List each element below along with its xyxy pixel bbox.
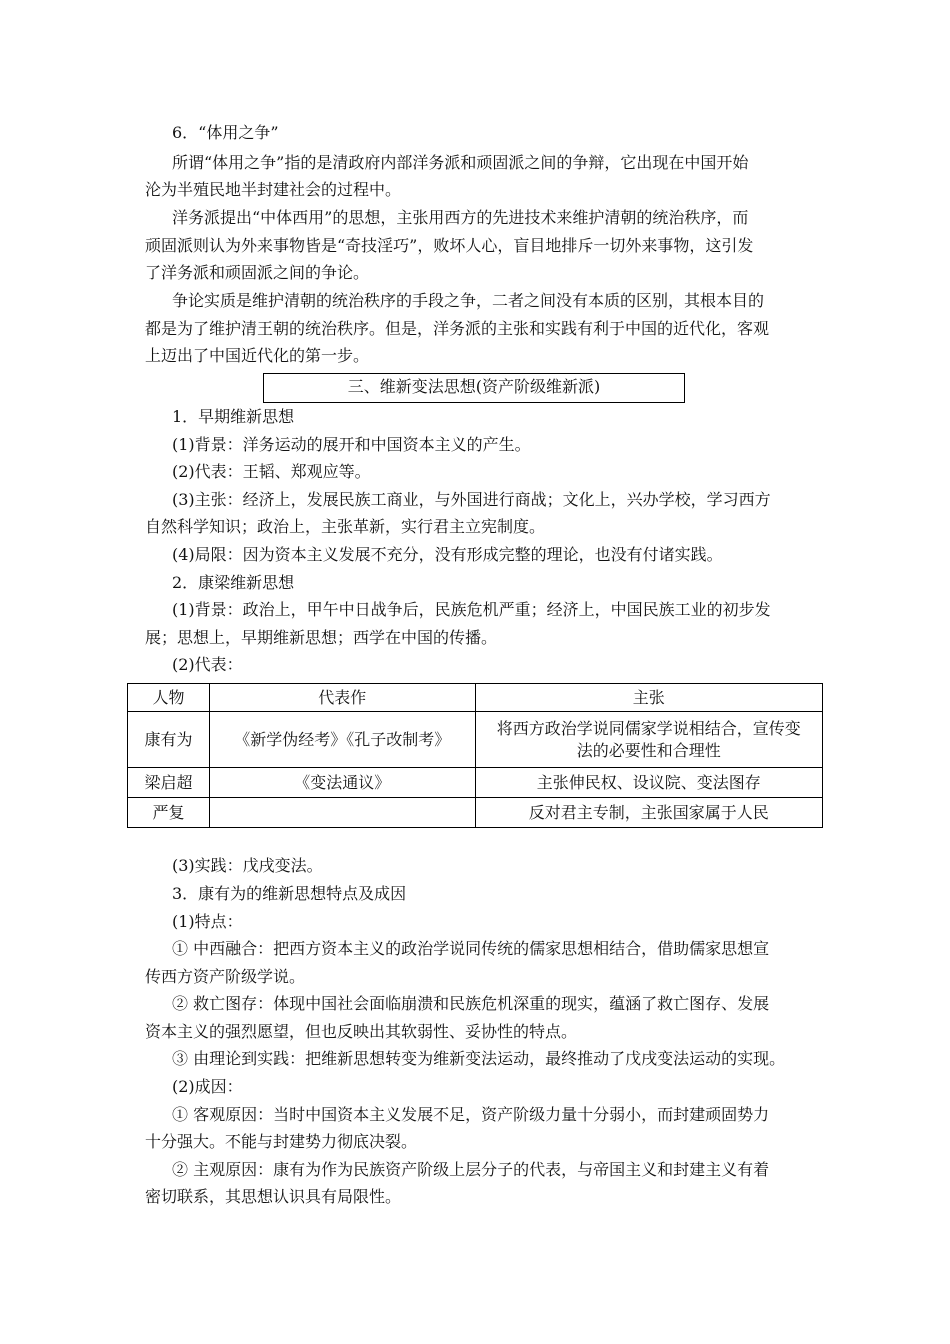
table-row: [128, 712, 823, 768]
table-header: 主张: [475, 684, 823, 712]
table-cell-claim: 反对君主专制，主张国家属于人民: [475, 798, 823, 828]
claim-line: 将西方政治学说同儒家学说相结合，宣传变: [496, 718, 801, 738]
list-item: ② 主观原因：康有为作为民族资产阶级上层分子的代表，与帝国主义和封建主义有着: [172, 1160, 770, 1179]
list-item: (3)主张：经济上，发展民族工商业，与外国进行商战；文化上，兴办学校，学习西方: [172, 490, 771, 509]
subsection-heading: 1．早期维新思想: [172, 407, 295, 426]
table-header-row: [128, 684, 823, 712]
list-item: (2)成因：: [172, 1077, 243, 1096]
list-item: 展；思想上，早期维新思想；西学在中国的传播。: [145, 628, 498, 647]
list-item: (4)局限：因为资本主义发展不充分，没有形成完整的理论，也没有付诸实践。: [172, 545, 723, 564]
paragraph-line: 都是为了维护清王朝的统治秩序。但是，洋务派的主张和实践有利于中国的近代化，客观: [145, 319, 770, 338]
paragraph-line: 上迈出了中国近代化的第一步。: [145, 346, 370, 365]
list-item: (2)代表：王韬、郑观应等。: [172, 462, 371, 481]
section-title-box: 三、维新变法思想(资产阶级维新派): [263, 373, 685, 403]
table-cell-claim: 主张伸民权、设议院、变法图存: [475, 768, 823, 798]
table-header: 人物: [128, 684, 210, 712]
list-item: (1)特点：: [172, 912, 243, 931]
paragraph-line: 所谓“体用之争”指的是清政府内部洋务派和顽固派之间的争辩，它出现在中国开始: [172, 153, 749, 172]
list-item: 十分强大。不能与封建势力彻底决裂。: [145, 1132, 418, 1151]
table-cell-works: 《变法通议》: [209, 768, 475, 798]
list-item: (1)背景：洋务运动的展开和中国资本主义的产生。: [172, 435, 531, 454]
list-item: 密切联系，其思想认识具有局限性。: [145, 1187, 402, 1206]
list-item: ① 中西融合：把西方资本主义的政治学说同传统的儒家思想相结合，借助儒家思想宣: [172, 939, 770, 958]
table-row: [128, 798, 823, 828]
table-cell-person: 康有为: [128, 712, 210, 768]
table-cell-person: 严复: [128, 798, 210, 828]
list-item: ② 救亡图存：体现中国社会面临崩溃和民族危机深重的现实，蕴涵了救亡图存、发展: [172, 994, 770, 1013]
table-cell-claim: [475, 712, 823, 768]
paragraph-line: 沦为半殖民地半封建社会的过程中。: [145, 180, 402, 199]
subsection-heading: 2．康梁维新思想: [172, 573, 295, 592]
paragraph-line: 洋务派提出“中体西用”的思想，主张用西方的先进技术来维护清朝的统治秩序，而: [172, 208, 749, 227]
list-item: 传西方资产阶级学说。: [145, 967, 306, 986]
list-item: (3)实践：戊戌变法。: [172, 856, 323, 875]
table-header: 代表作: [209, 684, 475, 712]
list-item: ③ 由理论到实践：把维新思想转变为维新变法运动，最终推动了戊戌变法运动的实现。: [172, 1049, 786, 1068]
table-cell-person: 梁启超: [128, 768, 210, 798]
section-heading-6: 6．“体用之争”: [172, 123, 279, 142]
table-row: [128, 768, 823, 798]
table-cell-works: 《新学伪经考》《孔子改制考》: [209, 712, 475, 768]
paragraph-line: 了洋务派和顽固派之间的争论。: [145, 263, 370, 282]
paragraph-line: 争论实质是维护清朝的统治秩序的手段之争，二者之间没有本质的区别，其根本目的: [172, 291, 765, 310]
list-item: ① 客观原因：当时中国资本主义发展不足，资产阶级力量十分弱小，而封建顽固势力: [172, 1105, 770, 1124]
representatives-table: [127, 683, 823, 828]
claim-line: 法的必要性和合理性: [576, 740, 721, 760]
list-item: (1)背景：政治上，甲午中日战争后，民族危机严重；经济上，中国民族工业的初步发: [172, 600, 771, 619]
paragraph-line: 顽固派则认为外来事物皆是“奇技淫巧”，败坏人心，盲目地排斥一切外来事物，这引发: [145, 236, 754, 255]
list-item: 资本主义的强烈愿望，但也反映出其软弱性、妥协性的特点。: [145, 1022, 578, 1041]
table-cell-works: [209, 798, 475, 828]
list-item: (2)代表：: [172, 655, 243, 674]
subsection-heading: 3．康有为的维新思想特点及成因: [172, 884, 407, 903]
list-item: 自然科学知识；政治上，主张革新，实行君主立宪制度。: [145, 517, 546, 536]
